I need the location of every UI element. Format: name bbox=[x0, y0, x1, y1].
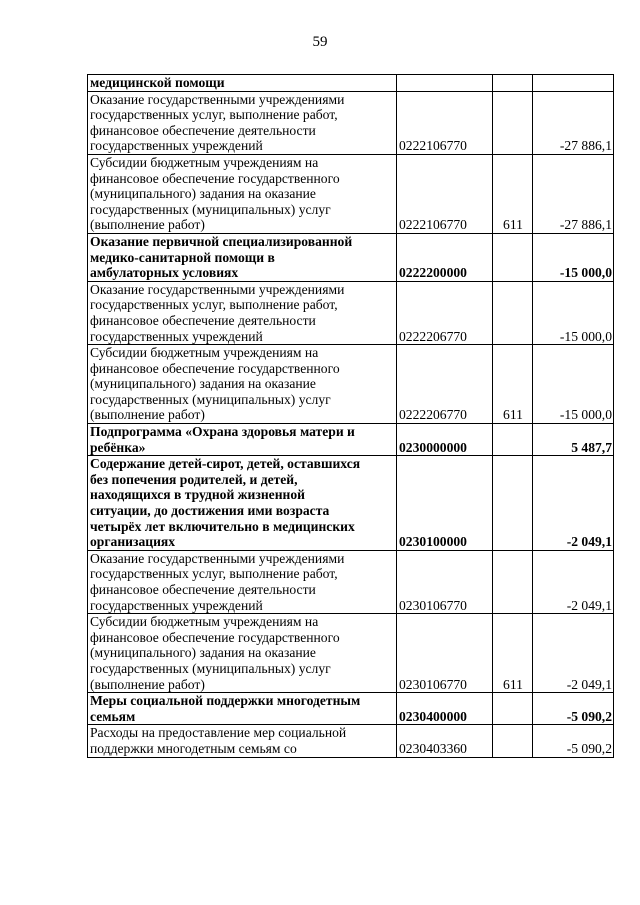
row-code-cell: 0222206770 bbox=[397, 281, 493, 344]
row-code-cell: 0222206770 bbox=[397, 345, 493, 424]
row-sum-cell bbox=[533, 75, 614, 92]
row-expense-type-cell bbox=[493, 233, 533, 281]
row-name-cell: Субсидии бюджетным учреждениям на финансовое обеспечение государственного (муниципального) задания на оказание государственных (муниципальных) услуг (выполнение работ) bbox=[88, 345, 397, 424]
row-code-cell: 0230106770 bbox=[397, 614, 493, 693]
row-name-cell: Содержание детей-сирот, детей, оставшихся без попечения родителей, и детей, находящихся в трудной жизненной ситуации, до достижения ими возраста четырёх лет включительно в медицинских организациях bbox=[88, 456, 397, 551]
row-expense-type-cell bbox=[493, 424, 533, 456]
row-code-cell: 0222106770 bbox=[397, 154, 493, 233]
row-expense-type-cell: 611 bbox=[493, 154, 533, 233]
table-row bbox=[88, 550, 614, 613]
row-code-cell: 0230403360 bbox=[397, 725, 493, 757]
row-name-cell: медицинской помощи bbox=[88, 75, 397, 92]
table-row bbox=[88, 693, 614, 725]
table-row bbox=[88, 424, 614, 456]
row-expense-type-cell bbox=[493, 725, 533, 757]
table-row bbox=[88, 614, 614, 693]
row-name-cell: Оказание государственными учреждениями государственных услуг, выполнение работ, финансовое обеспечение деятельности государственных учреждений bbox=[88, 550, 397, 613]
budget-table bbox=[87, 74, 614, 758]
row-sum-cell: -2 049,1 bbox=[533, 614, 614, 693]
row-name-cell: Подпрограмма «Охрана здоровья матери и ребёнка» bbox=[88, 424, 397, 456]
table-row bbox=[88, 725, 614, 757]
row-name-cell: Оказание государственными учреждениями государственных услуг, выполнение работ, финансовое обеспечение деятельности государственных учреждений bbox=[88, 91, 397, 154]
row-expense-type-cell bbox=[493, 75, 533, 92]
row-expense-type-cell bbox=[493, 693, 533, 725]
row-sum-cell: 5 487,7 bbox=[533, 424, 614, 456]
table-row bbox=[88, 281, 614, 344]
page-number: 59 bbox=[312, 34, 328, 50]
row-name-cell: Субсидии бюджетным учреждениям на финансовое обеспечение государственного (муниципального) задания на оказание государственных (муниципальных) услуг (выполнение работ) bbox=[88, 154, 397, 233]
row-sum-cell: -5 090,2 bbox=[533, 725, 614, 757]
row-name-cell: Оказание первичной специализированной медико-санитарной помощи в амбулаторных условиях bbox=[88, 233, 397, 281]
row-sum-cell: -15 000,0 bbox=[533, 345, 614, 424]
row-name-cell: Меры социальной поддержки многодетным семьям bbox=[88, 693, 397, 725]
row-sum-cell: -2 049,1 bbox=[533, 456, 614, 551]
row-code-cell: 0230100000 bbox=[397, 456, 493, 551]
row-code-cell: 0222200000 bbox=[397, 233, 493, 281]
table-row bbox=[88, 456, 614, 551]
row-expense-type-cell bbox=[493, 281, 533, 344]
table-row bbox=[88, 154, 614, 233]
row-sum-cell: -27 886,1 bbox=[533, 154, 614, 233]
row-sum-cell: -5 090,2 bbox=[533, 693, 614, 725]
table-row bbox=[88, 75, 614, 92]
row-code-cell: 0230000000 bbox=[397, 424, 493, 456]
row-code-cell: 0222106770 bbox=[397, 91, 493, 154]
row-sum-cell: -15 000,0 bbox=[533, 233, 614, 281]
row-expense-type-cell bbox=[493, 550, 533, 613]
row-code-cell: 0230400000 bbox=[397, 693, 493, 725]
row-expense-type-cell: 611 bbox=[493, 345, 533, 424]
row-name-cell: Расходы на предоставление мер социальной поддержки многодетным семьям со bbox=[88, 725, 397, 757]
table-row bbox=[88, 233, 614, 281]
row-sum-cell: -2 049,1 bbox=[533, 550, 614, 613]
row-sum-cell: -15 000,0 bbox=[533, 281, 614, 344]
row-expense-type-cell bbox=[493, 456, 533, 551]
row-expense-type-cell: 611 bbox=[493, 614, 533, 693]
row-code-cell: 0230106770 bbox=[397, 550, 493, 613]
row-name-cell: Субсидии бюджетным учреждениям на финансовое обеспечение государственного (муниципального) задания на оказание государственных (муниципальных) услуг (выполнение работ) bbox=[88, 614, 397, 693]
row-name-cell: Оказание государственными учреждениями государственных услуг, выполнение работ, финансовое обеспечение деятельности государственных учреждений bbox=[88, 281, 397, 344]
table-row bbox=[88, 91, 614, 154]
row-sum-cell: -27 886,1 bbox=[533, 91, 614, 154]
row-expense-type-cell bbox=[493, 91, 533, 154]
table-row bbox=[88, 345, 614, 424]
row-code-cell bbox=[397, 75, 493, 92]
